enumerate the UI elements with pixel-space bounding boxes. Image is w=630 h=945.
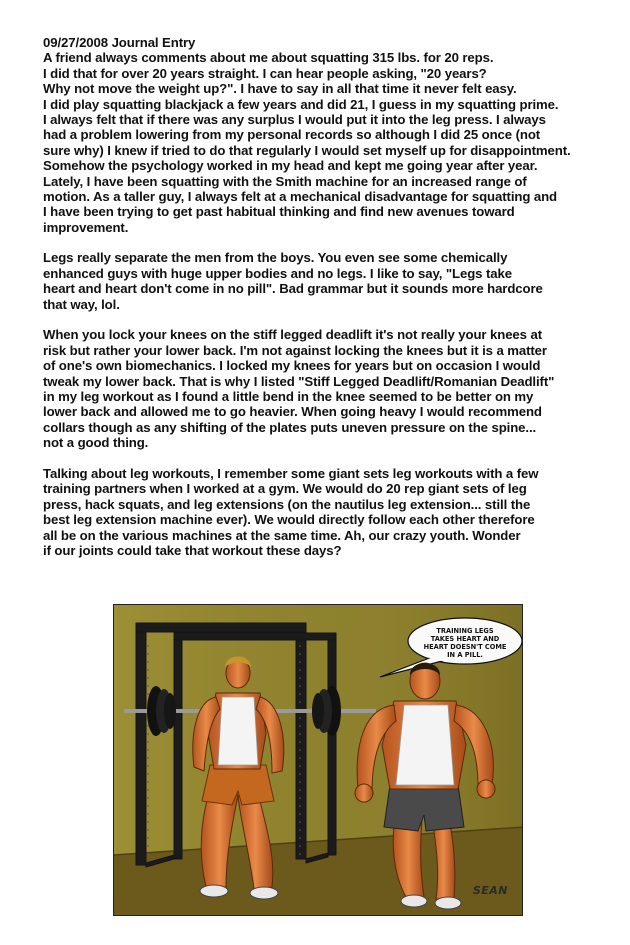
journal-paragraph	[43, 466, 623, 558]
journal-paragraphs	[43, 50, 623, 558]
journal-line: press, hack squats, and leg extensions (on the nautilus leg extension... still the	[43, 496, 531, 512]
journal-text	[43, 35, 623, 574]
journal-title: 09/27/2008 Journal Entry	[43, 35, 196, 50]
journal-line: risk but rather your lower back. I'm not against locking the knees but it is a matter	[43, 342, 547, 358]
journal-line: I did that for over 20 years straight. I can hear people asking, "20 years?	[43, 65, 487, 81]
journal-line: I have been trying to get past habitual thinking and find new avenues toward	[43, 204, 515, 220]
speech-bubble-line: TAKES HEART AND	[430, 635, 500, 643]
journal-line: of one's own biomechanics. I locked my knees for years but on occasion I would	[43, 358, 541, 374]
speech-bubble-line: HEART DOESN'T COME	[423, 643, 507, 651]
journal-line: that way, lol.	[43, 296, 120, 312]
journal-line: heart and heart don't come in no pill". Bad grammar but it sounds more hardcore	[43, 281, 543, 297]
journal-line: A friend always comments about me about squatting 315 lbs. for 20 reps.	[43, 50, 494, 66]
journal-line: all be on the various machines at the same time. Ah, our crazy youth. Wonder	[43, 527, 521, 543]
journal-paragraph	[43, 327, 623, 450]
journal-line: tweak my lower back. That is why I listed "Stiff Legged Deadlift/Romanian Deadlift"	[43, 373, 555, 389]
journal-line: if our joints could take that workout these days?	[43, 542, 342, 558]
speech-bubble-line: IN A PILL.	[447, 651, 483, 659]
journal-line: had a problem lowering from my personal records so although I did 25 once (not	[43, 127, 541, 143]
journal-line: best leg extension machine ever). We would directly follow each other therefore	[43, 512, 535, 528]
journal-line: improvement.	[43, 219, 129, 235]
artist-signature: SEAN	[472, 884, 508, 897]
journal-line: sure why) I knew if tried to do that regularly I would set myself up for disappointment.	[43, 142, 571, 158]
journal-line: I did play squatting blackjack a few years and did 21, I guess in my squatting prime.	[43, 96, 559, 112]
journal-line: lower back and allowed me to go heavier. When going heavy I would recommend	[43, 404, 542, 420]
journal-line: When you lock your knees on the stiff legged deadlift it's not really your knees at	[43, 327, 542, 343]
journal-line: not a good thing.	[43, 435, 149, 451]
journal-paragraph	[43, 250, 623, 312]
journal-line: I always felt that if there was any surplus I would put it into the leg press. I always	[43, 111, 546, 127]
journal-line: Legs really separate the men from the boys. You even see some chemically	[43, 250, 508, 266]
journal-line: Why not move the weight up?". I have to say in all that time it never felt easy.	[43, 81, 517, 97]
journal-paragraph	[43, 50, 623, 235]
journal-line: training partners when I worked at a gym. We would do 20 rep giant sets of leg	[43, 481, 527, 497]
journal-line: enhanced guys with huge upper bodies and no legs. I like to say, "Legs take	[43, 265, 512, 281]
speech-bubble-text	[415, 627, 515, 659]
journal-line: Lately, I have been squatting with the Smith machine for an increased range of	[43, 173, 527, 189]
journal-line: Somehow the psychology worked in my head and kept me going year after year.	[43, 158, 538, 174]
journal-line: Talking about leg workouts, I remember some giant sets leg workouts with a few	[43, 465, 539, 481]
comic-illustration	[113, 604, 523, 916]
journal-line: collars though as any shifting of the plates puts uneven pressure on the spine...	[43, 419, 537, 435]
journal-line: motion. As a taller guy, I always felt at a mechanical disadvantage for squatting and	[43, 188, 558, 204]
speech-bubble-line: TRAINING LEGS	[436, 627, 494, 635]
journal-line: in my leg workout as I found a little bend in the knee seemed to be better on my	[43, 388, 534, 404]
